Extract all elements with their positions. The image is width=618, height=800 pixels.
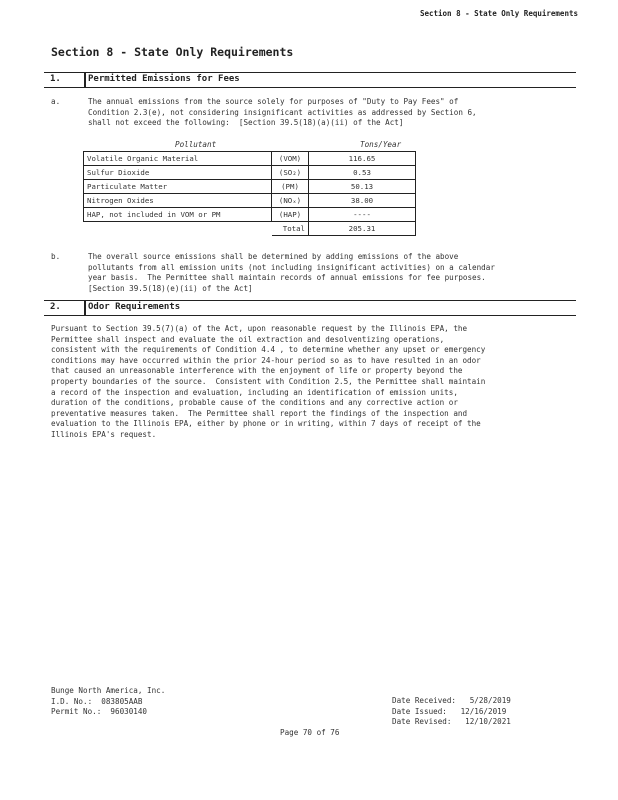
- odor-line: duration of the conditions, probable cause of the conditions and any corrective action or: [51, 398, 458, 408]
- item-a-line: shall not exceed the following: [Section 39.5(18)(a)(ii) of the Act]: [88, 118, 404, 128]
- tons-value: ----: [309, 208, 416, 222]
- col-header-pollutant: Pollutant: [175, 140, 217, 149]
- pollutant-name: Sulfur Dioxide: [84, 166, 272, 180]
- odor-line: a record of the inspection and evaluation, including an identification of emission units,: [51, 387, 458, 397]
- item-b-line: The overall source emissions shall be determined by adding emissions of the above: [88, 252, 459, 261]
- item-b-label: b.: [51, 252, 61, 261]
- odor-line: consistent with the requirements of Condition 4.4 , to determine whether any upset or emergency: [51, 345, 486, 355]
- pollutant-name: Particulate Matter: [84, 180, 272, 194]
- page-title: Section 8 - State Only Requirements: [51, 45, 294, 59]
- section-divider: [84, 301, 86, 315]
- date-revised: Date Revised: 12/10/2021: [392, 717, 511, 726]
- tons-value: 0.53: [309, 166, 416, 180]
- footer-right: [392, 696, 511, 728]
- emissions-table: [83, 151, 416, 236]
- date-issued: Date Issued: 12/16/2019: [392, 706, 507, 716]
- tons-value: 38.00: [309, 194, 416, 208]
- pollutant-name: Volatile Organic Material: [84, 152, 272, 166]
- tons-value: 116.65: [309, 152, 416, 166]
- section-1-title: Permitted Emissions for Fees: [88, 74, 240, 84]
- table-row: [84, 152, 416, 166]
- item-b-text: [88, 252, 495, 294]
- pollutant-abbr: (NOₓ): [272, 194, 309, 208]
- odor-line: conditions may have occurred within the prior 24-hour period so as to have resulted in an odor: [51, 355, 481, 365]
- odor-line: Illinois EPA's request.: [51, 429, 157, 439]
- item-a-label: a.: [51, 97, 61, 106]
- table-total-row: [84, 222, 416, 236]
- item-a-line: Condition 2.3(e), not considering insignificant activities as addressed by Section 6,: [88, 107, 477, 117]
- odor-paragraph: [51, 324, 485, 441]
- running-header: Section 8 - State Only Requirements: [419, 9, 578, 18]
- item-b-line: year basis. The Permittee shall maintain records of annual emissions for fee purposes.: [88, 273, 486, 283]
- section-2-header: [44, 300, 576, 316]
- pollutant-abbr: (VOM): [272, 152, 309, 166]
- table-row: [84, 180, 416, 194]
- odor-line: property boundaries of the source. Consistent with Condition 2.5, the Permittee shall maintain: [51, 376, 486, 386]
- item-a-line: The annual emissions from the source solely for purposes of "Duty to Pay Fees" of: [88, 97, 459, 106]
- item-a-text: [88, 97, 477, 129]
- section-1-header: [44, 72, 576, 88]
- pollutant-abbr: (HAP): [272, 208, 309, 222]
- footer-left: [51, 686, 165, 718]
- section-2-title: Odor Requirements: [88, 302, 181, 312]
- pollutant-abbr: (SO₂): [272, 166, 309, 180]
- odor-line: that caused an unreasonable interference with the enjoyment of life or property beyond the: [51, 366, 463, 376]
- facility-id: I.D. No.: 083805AAB: [51, 696, 143, 706]
- total-label: Total: [272, 222, 309, 236]
- section-2-number: 2.: [50, 302, 61, 312]
- item-b-line: [Section 39.5(18)(e)(ii) of the Act]: [88, 283, 253, 293]
- total-value: 205.31: [309, 222, 416, 236]
- table-row: [84, 166, 416, 180]
- pollutant-name: HAP, not included in VOM or PM: [84, 208, 272, 222]
- table-row: [84, 194, 416, 208]
- section-1-number: 1.: [50, 74, 61, 84]
- odor-line: preventative measures taken. The Permittee shall report the findings of the inspection and: [51, 408, 468, 418]
- permit-number: Permit No.: 96030140: [51, 707, 148, 716]
- odor-line: evaluation to the Illinois EPA, either by phone or in writing, within 7 days of receipt of the: [51, 419, 481, 429]
- col-header-tons: Tons/Year: [360, 140, 402, 149]
- page-number: Page 70 of 76: [280, 728, 340, 737]
- tons-value: 50.13: [309, 180, 416, 194]
- item-b-line: pollutants from all emission units (not including insignificant activities) on a calendar: [88, 262, 495, 272]
- table-row: [84, 208, 416, 222]
- section-divider: [84, 73, 86, 87]
- odor-line: Permittee shall inspect and evaluate the oil extraction and desolventizing operations,: [51, 334, 445, 344]
- blank-cell: [84, 222, 272, 236]
- pollutant-name: Nitrogen Oxides: [84, 194, 272, 208]
- pollutant-abbr: (PM): [272, 180, 309, 194]
- date-received: Date Received: 5/28/2019: [392, 696, 511, 705]
- odor-line: Pursuant to Section 39.5(7)(a) of the Act, upon reasonable request by the Illinois EPA, the: [51, 324, 468, 333]
- company-name: Bunge North America, Inc.: [51, 686, 166, 695]
